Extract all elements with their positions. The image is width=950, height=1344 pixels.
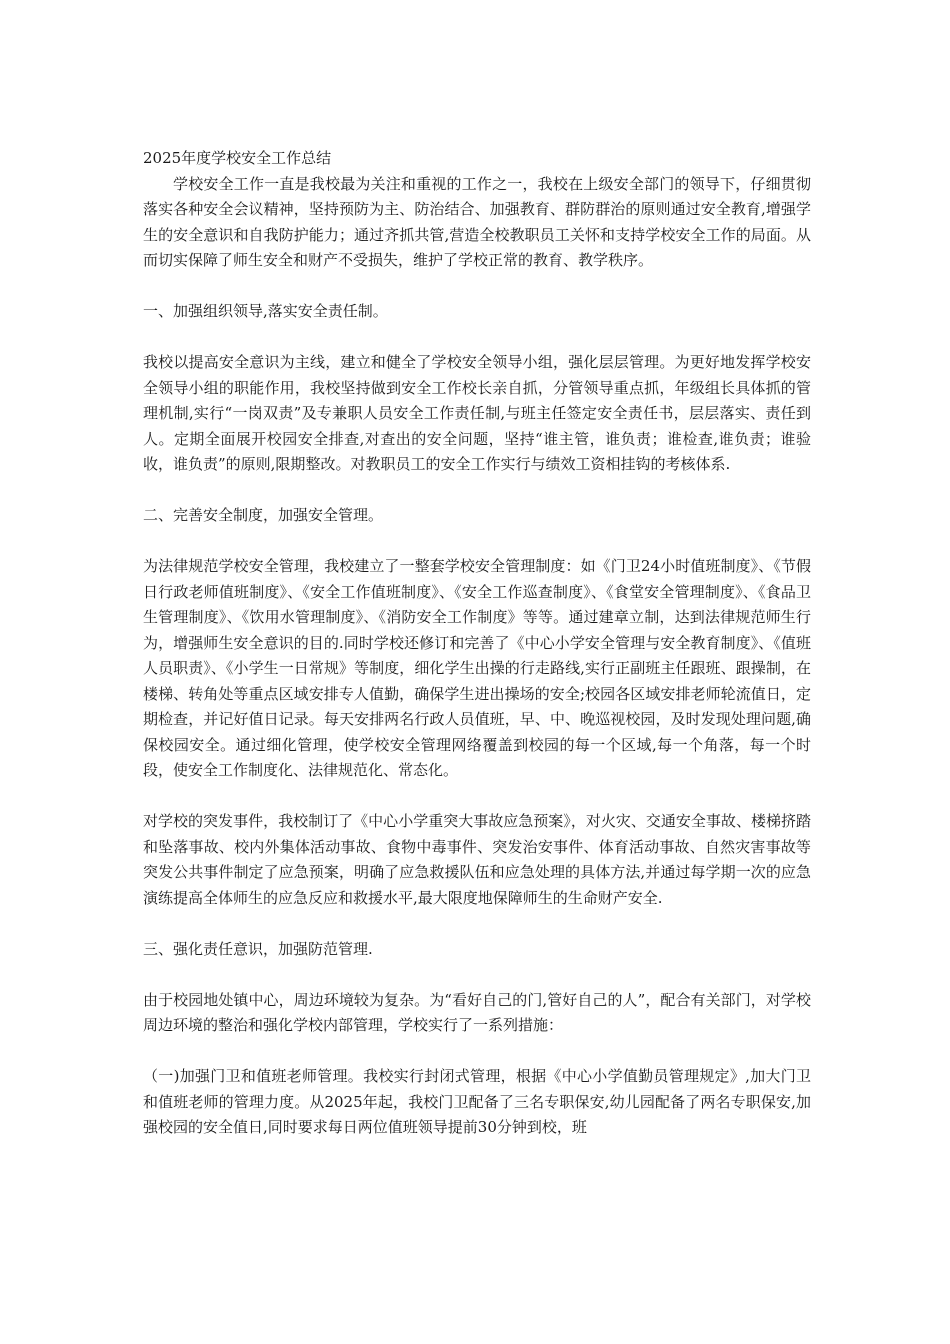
section-heading-2: 二、完善安全制度，加强安全管理。	[143, 506, 384, 524]
section-heading-1: 一、加强组织领导,落实安全责任制。	[143, 302, 388, 320]
document-page	[143, 146, 811, 1141]
intro-paragraph: 学校安全工作一直是我校最为关注和重视的工作之一，我校在上级安全部门的领导下，仔细贯彻落实各种安全会议精神，坚持预防为主、防治结合、加强教育、群防群治的原则通过安全教育,增强学生的安全意识和自我防护能力；通过齐抓共管,营造全校教职员工关怀和支持学校安全工作的局面。从而切实保障了师生安全和财产不受损失，维护了学校正常的教育、教学秩序。	[143, 174, 811, 269]
section-2-paragraph-2: 对学校的突发事件，我校制订了《中心小学重突大事故应急预案》，对火灾、交通安全事故、楼梯挤踏和坠落事故、校内外集体活动事故、食物中毒事件、突发治安事件、体育活动事故、自然灾害事故等突发公共事件制定了应急预案，明确了应急救援队伍和应急处理的具体方法,并通过每学期一次的应急演练提高全体师生的应急反应和救援水平,最大限度地保障师生的生命财产安全.	[143, 812, 811, 907]
section-2-paragraph-1: 为法律规范学校安全管理，我校建立了一整套学校安全管理制度：如《门卫24小时值班制度》、《节假日行政老师值班制度》、《安全工作值班制度》、《安全工作巡查制度》、《食堂安全管理制度》、《食品卫生管理制度》、《饮用水管理制度》、《消防安全工作制度》等等。通过建章立制，达到法律规范师生行为，增强师生安全意识的目的.同时学校还修订和完善了《中心小学安全管理与安全教育制度》、《值班人员职责》、《小学生一日常规》等制度，细化学生出操的行走路线,实行正副班主任跟班、跟操制，在楼梯、转角处等重点区域安排专人值勤，确保学生进出操场的安全;校园各区域安排老师轮流值日，定期检查，并记好值日记录。每天安排两名行政人员值班，早、中、晚巡视校园，及时发现处理问题,确保校园安全。通过细化管理，使学校安全管理网络覆盖到校园的每一个区域,每一个角落，每一个时段，使安全工作制度化、法律规范化、常态化。	[143, 557, 811, 779]
section-3-paragraph-2: （一)加强门卫和值班老师管理。我校实行封闭式管理，根据《中心小学值勤员管理规定》,加大门卫和值班老师的管理力度。从2025年起，我校门卫配备了三名专职保安,幼儿园配备了两名专职保安,加强校园的安全值日,同时要求每日两位值班领导提前30分钟到校，班	[143, 1067, 811, 1136]
section-3-paragraph-1: 由于校园地处镇中心，周边环境较为复杂。为“看好自己的门,管好自己的人”，配合有关部门，对学校周边环境的整治和强化学校内部管理，学校实行了一系列措施：	[143, 990, 811, 1034]
section-heading-3: 三、强化责任意识，加强防范管理.	[143, 939, 373, 958]
document-title: 2025年度学校安全工作总结	[143, 149, 332, 167]
section-1-paragraph-1: 我校以提高安全意识为主线，建立和健全了学校安全领导小组，强化层层管理。为更好地发挥学校安全领导小组的职能作用，我校坚持做到安全工作校长亲自抓，分管领导重点抓，年级组长具体抓的管理机制,实行“一岗双责”及专兼职人员安全工作责任制,与班主任签定安全责任书，层层落实、责任到人。定期全面展开校园安全排查,对查出的安全问题，坚持“谁主管，谁负责；谁检查,谁负责；谁验收，谁负责”的原则,限期整改。对教职员工的安全工作实行与绩效工资相挂钩的考核体系.	[143, 353, 811, 473]
